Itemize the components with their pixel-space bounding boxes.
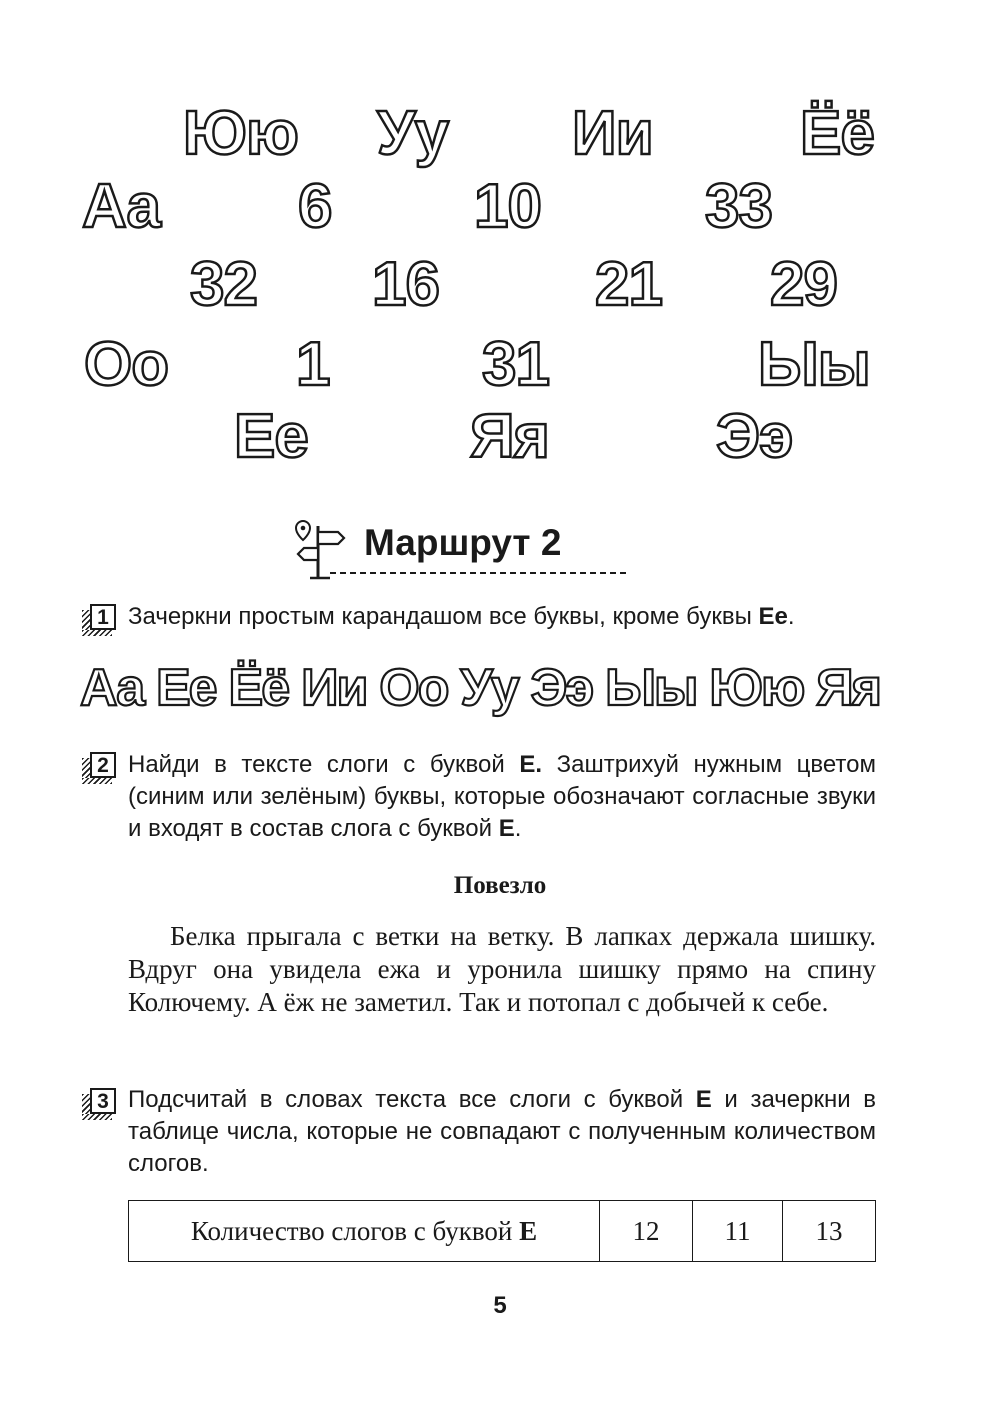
task-1-text: Зачеркни простым карандашом все буквы, кроме буквы Ее. [128, 603, 795, 630]
grid-item: Яя [470, 402, 549, 471]
letter-pair[interactable]: Юю [709, 659, 804, 717]
task-number-2: 2 [80, 752, 120, 782]
grid-item: 10 [474, 172, 541, 241]
letter-pair[interactable]: Ыы [605, 659, 697, 717]
grid-item: 16 [372, 250, 439, 319]
grid-item: 21 [595, 250, 662, 319]
table-cell[interactable]: 11 [693, 1201, 783, 1262]
task-2-text: Найди в тексте слоги с буквой Е. Заштрихуй нужным цветом (синим или зелёным) буквы, которые обозначают согласные звуки и входят в состав слога с буквой Е. [128, 751, 877, 842]
grid-item: Ёё [800, 99, 874, 168]
divider [330, 572, 626, 574]
task-1-letters [80, 659, 880, 717]
story-title: Повезло [453, 872, 547, 899]
route-header [290, 516, 630, 586]
grid-item: 29 [770, 250, 837, 319]
task-number-1: 1 [80, 604, 120, 634]
grid-item: Ее [234, 402, 308, 471]
grid-item: Юю [183, 99, 298, 168]
task-3-text: Подсчитай в словах текста все слоги с буквой Е и зачеркни в таблице числа, которые не совпадают с полученным количеством слогов. [128, 1086, 876, 1177]
route-title: Маршрут 2 [364, 522, 562, 563]
story-text: Белка прыгала с ветки на ветку. В лапках держала шишку. Вдруг она увидела ежа и уронила шишку прямо на спину Колючему. А ёж не заметил. Так и потопал с добычей к себе. [128, 921, 876, 1017]
page-number: 5 [493, 1292, 507, 1319]
letter-pair[interactable]: Ее [155, 659, 216, 717]
letter-pair[interactable]: Уу [460, 659, 518, 717]
syllable-count-table [128, 1200, 876, 1262]
grid-item: 32 [190, 250, 257, 319]
table-cell[interactable]: 12 [600, 1201, 693, 1262]
grid-item: Ээ [716, 402, 793, 471]
grid-item: Ии [572, 99, 653, 168]
letter-pair[interactable]: Оо [379, 659, 448, 717]
grid-item: Аа [82, 172, 161, 241]
letter-pair[interactable]: Ёё [228, 659, 289, 717]
signpost-icon [290, 520, 346, 580]
grid-item: 33 [705, 172, 772, 241]
letter-pair[interactable]: Ии [301, 659, 367, 717]
letter-pair[interactable]: Ээ [530, 659, 593, 717]
grid-item: 1 [296, 330, 330, 399]
task-number-3: 3 [80, 1088, 120, 1118]
grid-item: 6 [298, 172, 332, 241]
letter-pair[interactable]: Яя [816, 659, 880, 717]
table-label: Количество слогов с буквой Е [129, 1201, 600, 1262]
grid-item: 31 [482, 330, 549, 399]
table-cell[interactable]: 13 [782, 1201, 875, 1262]
grid-item: Уу [377, 99, 449, 168]
grid-item: Оо [84, 330, 169, 399]
letter-pair[interactable]: Аа [80, 659, 144, 717]
table-row [129, 1201, 876, 1262]
grid-item: Ыы [758, 330, 870, 399]
